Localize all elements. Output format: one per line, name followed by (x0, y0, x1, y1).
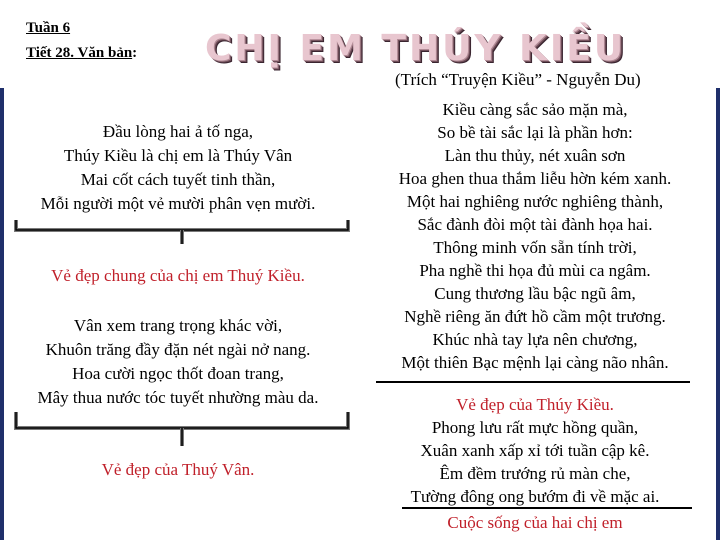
poem-line: Xuân xanh xấp xỉ tới tuần cập kê. (420, 441, 650, 460)
poem-line: Hoa ghen thua thắm liễu hờn kém xanh. (398, 169, 672, 188)
poem-line: Thúy Kiều là chị em là Thúy Vân (63, 146, 293, 165)
lesson-label (26, 45, 137, 62)
poem-line: Khuôn trăng đầy đặn nét ngài nở nang. (45, 340, 311, 359)
poem-line: Mỗi người một vẻ mười phân vẹn mười. (40, 194, 316, 213)
poem-line: Sắc đành đòi một tài đành họa hai. (417, 215, 653, 234)
right-stanza-1 (362, 98, 708, 374)
poem-line: Thông minh vốn sẵn tính trời, (433, 238, 637, 257)
poem-line: Nghề riêng ăn đứt hồ cầm một trương. (404, 307, 666, 326)
poem-line: Mây thua nước tóc tuyết nhường màu da. (37, 388, 319, 407)
poem-line: So bề tài sắc lại là phần hơn: (437, 123, 633, 142)
poem-line: Mai cốt cách tuyết tinh thần, (80, 170, 276, 189)
poem-line: Một hai nghiêng nước nghiêng thành, (406, 192, 664, 211)
poem-line: Cung thương lầu bậc ngũ âm, (434, 284, 636, 303)
poem-line: Vân xem trang trọng khác vời, (73, 316, 283, 335)
left-stanza-2 (6, 314, 350, 410)
right-caption-1: Vẻ đẹp của Thúy Kiều. (456, 395, 614, 414)
poem-line: Phong lưu rất mực hồng quần, (431, 418, 639, 437)
left-stanza-1 (6, 120, 350, 216)
left-bracket-2 (14, 410, 350, 450)
right-underline-2 (402, 507, 692, 509)
poem-line: Một thiên Bạc mệnh lại càng não nhân. (401, 353, 669, 372)
week-label (26, 20, 70, 37)
lesson-type: Văn bản (77, 45, 133, 61)
frame-left-bar (0, 88, 4, 540)
poem-line: Hoa cười ngọc thốt đoan trang, (72, 364, 284, 383)
frame-right-bar (716, 88, 720, 540)
right-stanza-2 (362, 416, 708, 508)
right-caption-2: Cuộc sống của hai chị em (447, 513, 623, 532)
poem-line: Kiều càng sắc sảo mặn mà, (442, 100, 628, 119)
page-title: CHỊ EM THÚY KIỀU (205, 28, 627, 69)
poem-line: Tường đông ong bướm đi về mặc ai. (410, 487, 660, 506)
poem-line: Làn thu thủy, nét xuân sơn (444, 146, 626, 165)
left-caption-1: Vẻ đẹp chung của chị em Thuý Kiều. (51, 266, 305, 285)
poem-line: Êm đềm trướng rủ màn che, (439, 464, 631, 483)
poem-line: Khúc nhà tay lựa nên chương, (432, 330, 638, 349)
right-underline-1 (376, 381, 690, 383)
left-caption-2: Vẻ đẹp của Thuý Vân. (101, 460, 255, 479)
poem-line: Đầu lòng hai ả tố nga, (102, 122, 254, 141)
lesson-colon: : (132, 45, 138, 61)
week-text: Tuần 6 (26, 20, 71, 36)
lesson-prefix: Tiết 28. (26, 45, 78, 61)
left-bracket-1 (14, 218, 350, 248)
poem-line: Pha nghề thi họa đủ mùi ca ngâm. (419, 261, 651, 280)
source-citation: (Trích “Truyện Kiều” - Nguyễn Du) (395, 70, 641, 89)
